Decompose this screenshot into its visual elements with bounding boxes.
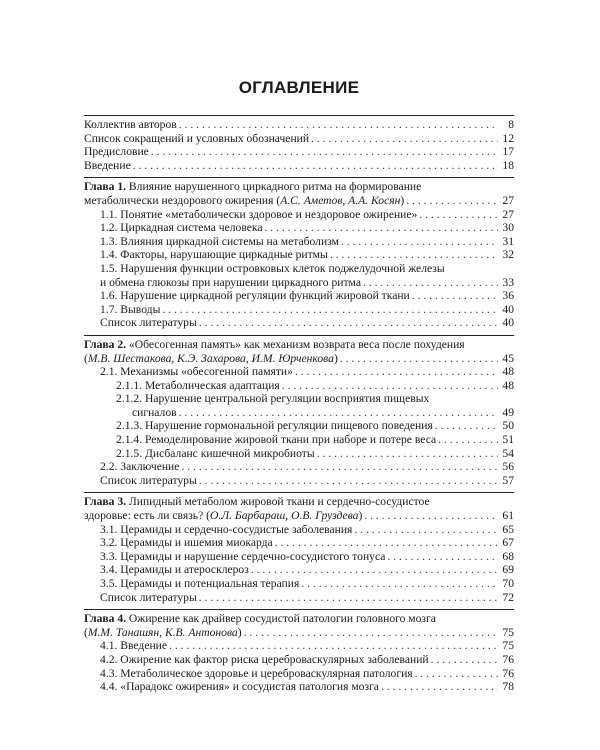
dot-leader [435,419,498,433]
dot-leader [282,379,498,393]
toc-entry[interactable]: и обмена глюкозы при нарушении циркадного ритма . . . 33 [84,276,514,290]
toc-entry[interactable]: 1.2. Циркадная система человека . . . 30 [84,221,514,235]
dot-leader [438,433,498,447]
toc-entry[interactable]: 4.3. Метаболическое здоровье и цереброваскулярная патология . . . 76 [84,667,514,681]
chapter-authors-line[interactable]: (М.М. Танашян, К.В. Антонова) . . . 75 [84,626,514,640]
toc-entry[interactable]: 3.3. Церамиды и нарушение сердечно-сосудистого тонуса . . . 68 [84,550,514,564]
toc-entry[interactable]: Предисловие . . . 17 [84,145,514,159]
chapter-heading[interactable]: Глава 2. «Обесогенная память» как механизм возврата веса после похудения [84,337,465,351]
toc-entry[interactable]: 2.1. Механизмы «обесогенной памяти» . . . 48 [84,365,514,379]
chapter-authors-line[interactable]: здоровье: есть ли связь? (О.Л. Барбараш, О.В. Груздева) . . . 61 [84,509,514,523]
toc-entry[interactable]: 3.4. Церамиды и атеросклероз . . . 69 [84,563,514,577]
dot-leader [179,406,498,420]
toc-entry[interactable]: 1.7. Выводы . . . 40 [84,303,514,317]
dot-leader [330,248,498,262]
dot-leader [419,208,498,222]
dot-leader [162,303,498,317]
chapter-heading[interactable]: Глава 1. Влияние нарушенного циркадного ритма на формирование [84,180,422,194]
toc-entry[interactable]: 3.2. Церамиды и ишемия миокарда . . . 67 [84,536,514,550]
dot-leader [199,591,498,605]
dot-leader [133,159,498,173]
dot-leader [251,563,498,577]
dot-leader [179,118,498,132]
toc-entry[interactable]: 2.1.1. Метаболическая адаптация . . . 48 [84,379,514,393]
toc-entry[interactable]: 1.6. Нарушение циркадной регуляции функций жировой ткани . . . 36 [84,289,514,303]
toc-entry-line1[interactable]: 2.1.2. Нарушение центральной регуляции восприятия пищевых [116,392,430,406]
chapter-heading[interactable]: Глава 4. Ожирение как драйвер сосудистой патологии головного мозга [84,612,436,626]
chapter-authors-line[interactable]: метаболически нездорового ожирения (А.С. Аметов, А.А. Косян) . . . 27 [84,194,514,208]
toc-entry[interactable]: 4.4. «Парадокс ожирения» и сосудистая патология мозга . . . 78 [84,680,514,694]
toc-entry[interactable]: 3.5. Церамиды и потенциальная терапия . . . 70 [84,577,514,591]
dot-leader [354,523,498,537]
toc-entry[interactable]: 4.2. Ожирение как фактор риска цереброваскулярных заболеваний . . . 76 [84,653,514,667]
toc-entry[interactable]: 2.1.3. Нарушение гормональной регуляции пищевого поведения . . . 50 [84,419,514,433]
chapter-2-section [84,336,514,488]
toc-entry[interactable]: 2.1.4. Ремоделирование жировой ткани при наборе и потере веса . . . 51 [84,433,514,447]
dot-leader [415,667,498,681]
chapter-authors-line[interactable]: (М.В. Шестакова, К.Э. Захарова, И.М. Юрченкова) . . . 45 [84,352,514,366]
toc-entry[interactable]: 1.4. Факторы, нарушающие циркадные ритмы . . . 32 [84,248,514,262]
chapter-3-section [84,493,514,604]
dot-leader [363,276,498,290]
dot-leader [275,536,498,550]
table-of-contents [84,78,514,694]
chapter-4-section [84,610,514,694]
dot-leader [364,509,498,523]
chapter-heading[interactable]: Глава 3. Липидный метаболом жировой ткани и сердечно-сосудистое [84,495,430,509]
front-matter-section [84,116,514,172]
toc-entry[interactable]: 1.3. Влияния циркадной системы на метаболизм . . . 31 [84,235,514,249]
dot-leader [199,316,498,330]
dot-leader [387,550,498,564]
dot-leader [431,653,498,667]
chapter-1-section [84,178,514,330]
toc-entry-references[interactable]: Список литературы . . . 72 [84,591,514,605]
dot-leader [199,474,498,488]
toc-entry-line1[interactable]: 1.5. Нарушения функции островковых клеток поджелудочной железы [100,261,445,275]
page-title: ОГЛАВЛЕНИЕ [238,78,360,97]
toc-entry[interactable]: сигналов . . . 49 [84,406,514,420]
dot-leader [151,145,498,159]
toc-entry[interactable]: Коллектив авторов . . . 8 [84,118,514,132]
dot-leader [311,132,498,146]
dot-leader [169,639,498,653]
toc-entry[interactable]: Введение . . . 18 [84,159,514,173]
toc-entry[interactable]: 2.1.5. Дисбаланс кишечной микробиоты . . . 54 [84,447,514,461]
dot-leader [341,235,498,249]
dot-leader [244,626,498,640]
dot-leader [412,289,498,303]
toc-entry[interactable]: 2.2. Заключение . . . 56 [84,460,514,474]
dot-leader [264,221,498,235]
toc-entry[interactable]: 3.1. Церамиды и сердечно-сосудистые заболевания . . . 65 [84,523,514,537]
dot-leader [301,577,498,591]
toc-entry[interactable]: 4.1. Введение . . . 75 [84,639,514,653]
toc-entry-references[interactable]: Список литературы . . . 40 [84,316,514,330]
dot-leader [181,460,498,474]
dot-leader [340,352,498,366]
dot-leader [317,447,498,461]
toc-entry[interactable]: 1.1. Понятие «метаболически здоровое и нездоровое ожирение» . . . 27 [84,208,514,222]
dot-leader [295,365,498,379]
dot-leader [381,680,498,694]
toc-entry[interactable]: Список сокращений и условных обозначений . . . 12 [84,132,514,146]
dot-leader [406,194,498,208]
toc-entry-references[interactable]: Список литературы . . . 57 [84,474,514,488]
